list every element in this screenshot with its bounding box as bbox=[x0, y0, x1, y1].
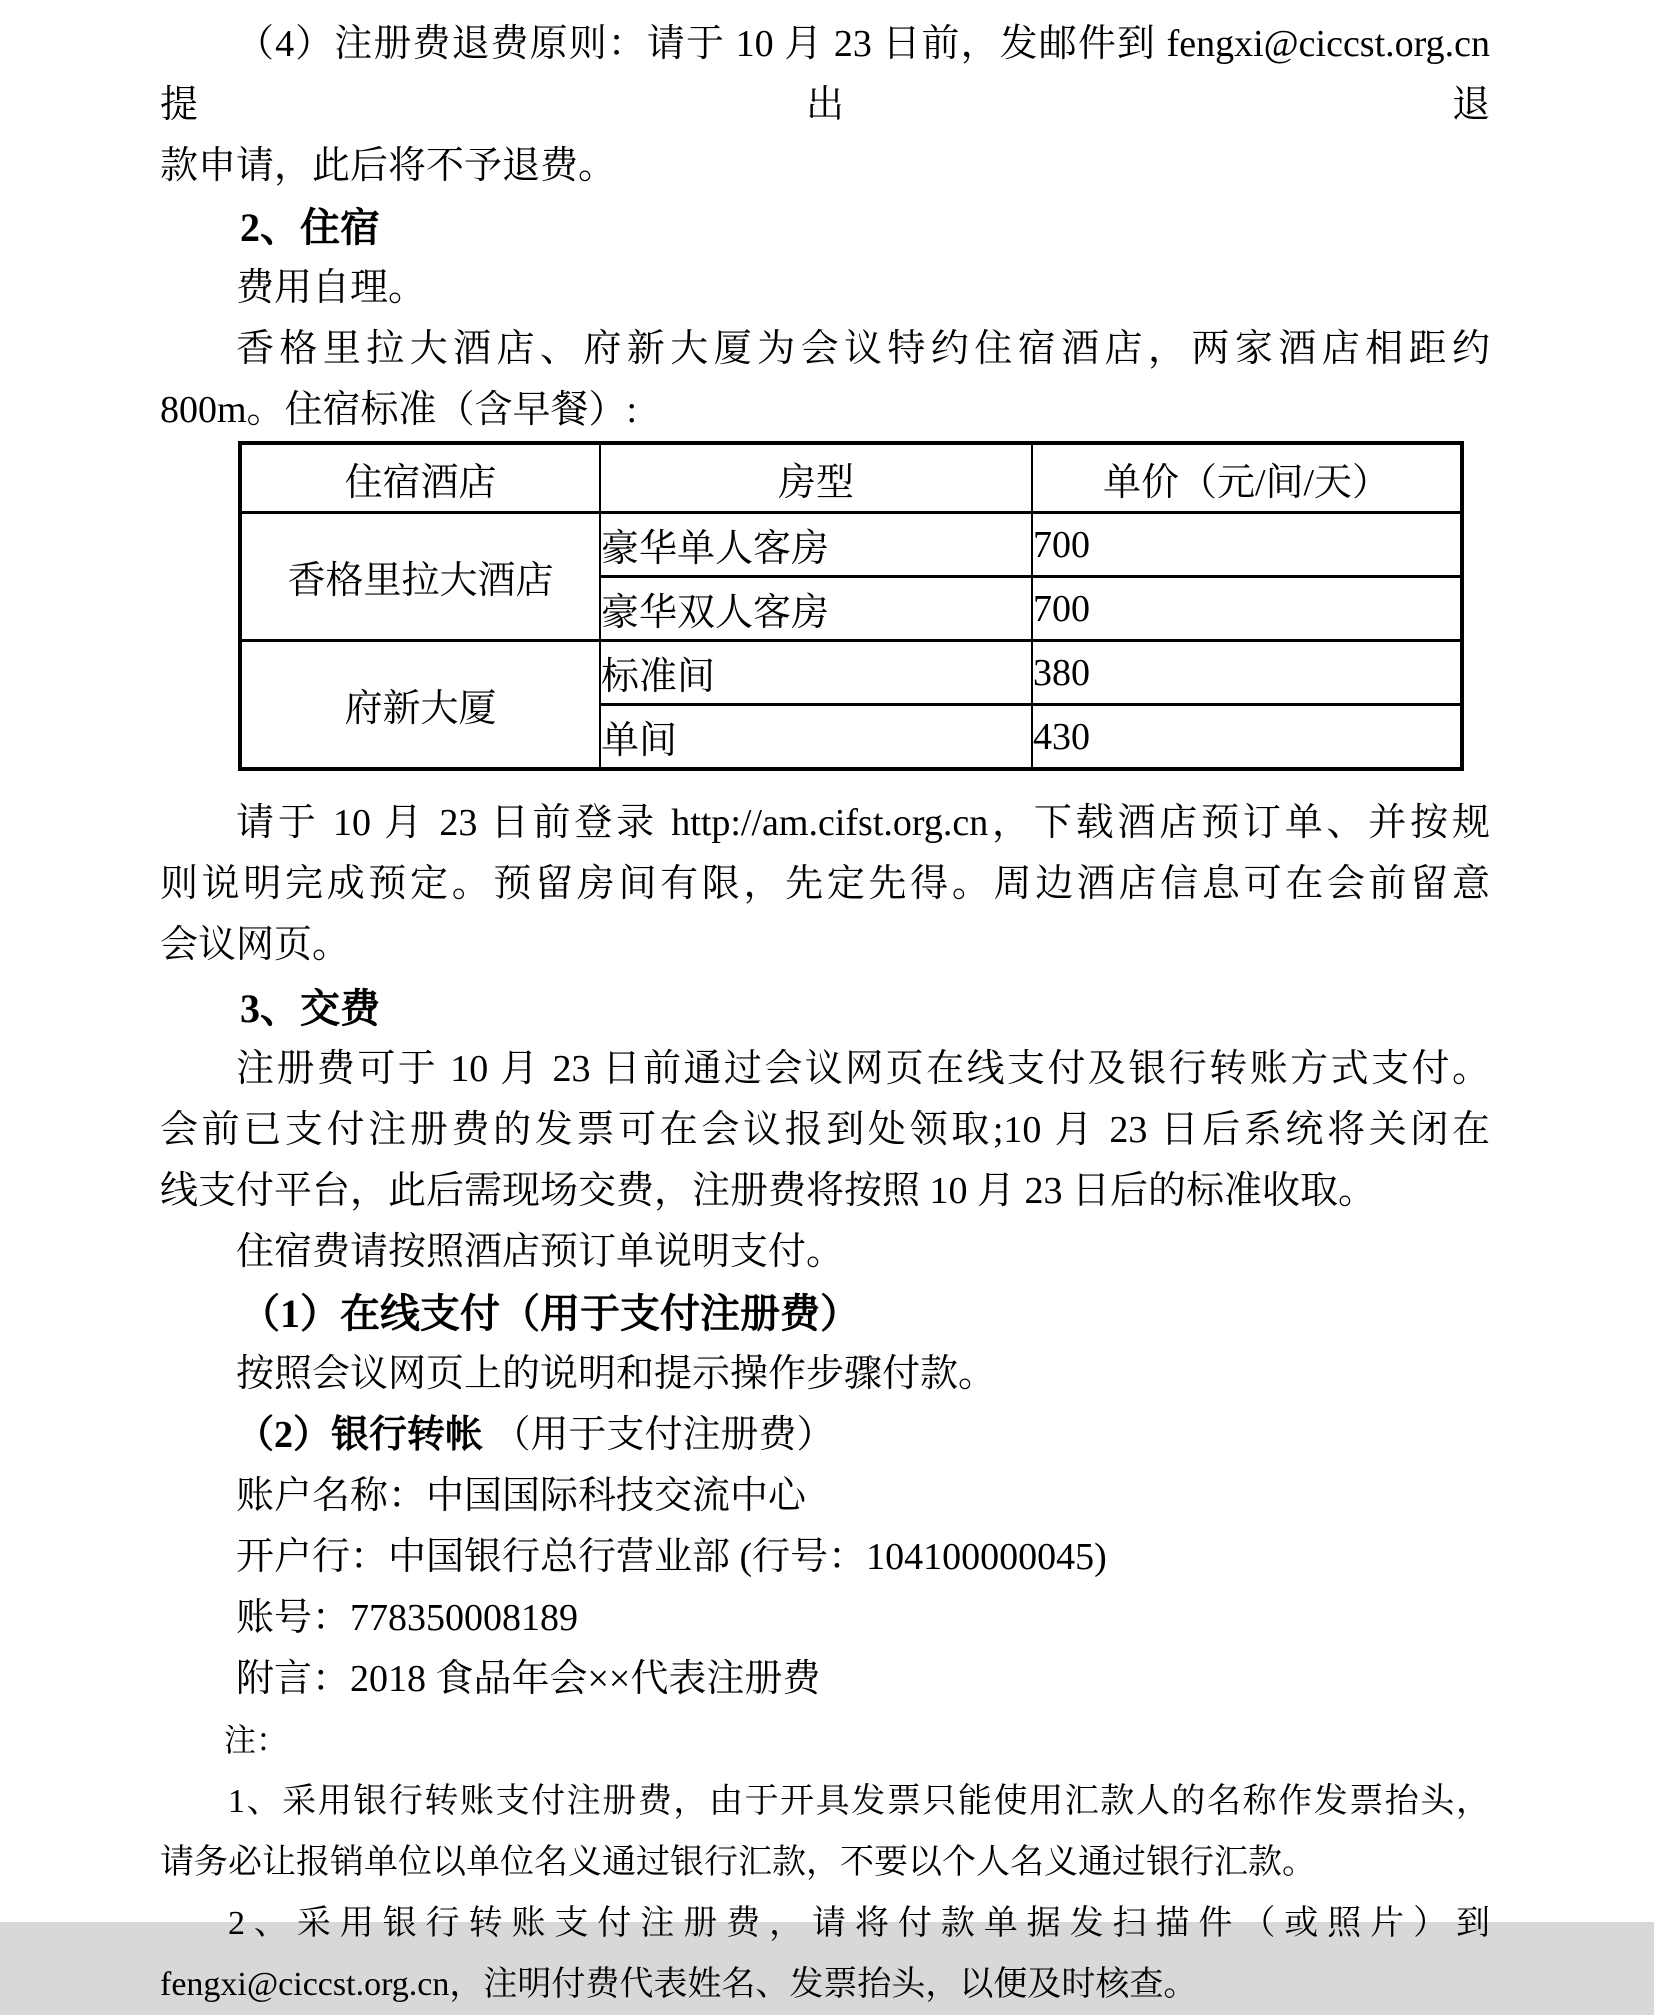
cell-price-deluxe-double: 700 bbox=[1032, 577, 1462, 641]
online-payment-heading: （1）在线支付（用于支付注册费） bbox=[240, 1291, 860, 1336]
header-room-type: 房型 bbox=[600, 443, 1032, 513]
payment-line-1: 注册费可于 10 月 23 日前通过会议网页在线支付及银行转账方式支付。 bbox=[236, 1048, 1490, 1090]
payment-line-2: 会前已支付注册费的发票可在会议报到处领取;10 月 23 日后系统将关闭在 bbox=[160, 1109, 1490, 1151]
online-payment-desc: 按照会议网页上的说明和提示操作步骤付款。 bbox=[236, 1353, 997, 1395]
note-1-line-2: 请务必让报销单位以单位名义通过银行汇款，不要以个人名义通过银行汇款。 bbox=[160, 1844, 1316, 1881]
section-2-heading: 2、住宿 bbox=[240, 205, 380, 250]
table-row bbox=[240, 641, 1462, 705]
account-name-line: 账户名称：中国国际科技交流中心 bbox=[236, 1475, 807, 1517]
header-price: 单价（元/间/天） bbox=[1032, 443, 1462, 513]
bank-transfer-heading-rest: （用于支付注册费） bbox=[483, 1414, 835, 1456]
cell-price-deluxe-single: 700 bbox=[1032, 513, 1462, 577]
cell-room-deluxe-double: 豪华双人客房 bbox=[600, 577, 1032, 641]
table-header-row bbox=[240, 443, 1462, 513]
cell-room-single: 单间 bbox=[600, 705, 1032, 770]
memo-line: 附言：2018 食品年会××代表注册费 bbox=[236, 1658, 821, 1700]
cell-room-standard: 标准间 bbox=[600, 641, 1032, 705]
payment-line-3: 线支付平台，此后需现场交费，注册费将按照 10 月 23 日后的标准收取。 bbox=[160, 1170, 1377, 1212]
refund-policy-line-2: 款申请，此后将不予退费。 bbox=[160, 145, 617, 187]
booking-line-1: 请于 10 月 23 日前登录 http://am.cifst.org.cn，下载酒店预订单、并按规 bbox=[236, 802, 1490, 844]
bank-transfer-heading-bold: （2）银行转帐 bbox=[236, 1414, 484, 1456]
note-2-line-1: 2、采用银行转账支付注册费，请将付款单据发扫描件（或照片）到 bbox=[228, 1905, 1490, 1942]
cell-room-deluxe-single: 豪华单人客房 bbox=[600, 513, 1032, 577]
cell-hotel-fuxin: 府新大厦 bbox=[240, 641, 600, 770]
account-number-line: 账号：778350008189 bbox=[236, 1597, 579, 1639]
notes-label: 注： bbox=[224, 1722, 289, 1758]
booking-line-2: 则说明完成预定。预留房间有限，先定先得。周边酒店信息可在会前留意 bbox=[160, 863, 1490, 905]
section-3-heading: 3、交费 bbox=[240, 986, 380, 1031]
cell-price-standard: 380 bbox=[1032, 641, 1462, 705]
note-1-line-1: 1、采用银行转账支付注册费，由于开具发票只能使用汇款人的名称作发票抬头， bbox=[228, 1783, 1490, 1820]
booking-line-3: 会议网页。 bbox=[160, 924, 351, 966]
table-row bbox=[240, 513, 1462, 577]
header-hotel: 住宿酒店 bbox=[240, 443, 600, 513]
hotels-intro-line-1: 香格里拉大酒店、府新大厦为会议特约住宿酒店，两家酒店相距约 bbox=[236, 328, 1490, 370]
bank-branch-line: 开户行：中国银行总行营业部 (行号：104100000045) bbox=[236, 1536, 1107, 1578]
refund-policy-line-1: （4）注册费退费原则：请于 10 月 23 日前，发邮件到 fengxi@ciccst.org.cn 提出退 bbox=[160, 23, 1490, 126]
cell-price-single: 430 bbox=[1032, 705, 1462, 770]
cell-hotel-shangrila: 香格里拉大酒店 bbox=[240, 513, 600, 641]
hotel-fee-line: 住宿费请按照酒店预订单说明支付。 bbox=[236, 1231, 845, 1273]
bank-transfer-heading bbox=[160, 1405, 1490, 1466]
note-2-line-2: fengxi@ciccst.org.cn，注明付费代表姓名、发票抬头，以便及时核查。 bbox=[160, 1966, 1198, 2003]
hotel-price-table bbox=[238, 441, 1464, 771]
hotels-intro-line-2: 800m。住宿标准（含早餐）: bbox=[160, 389, 638, 431]
self-pay-line: 费用自理。 bbox=[236, 267, 427, 309]
